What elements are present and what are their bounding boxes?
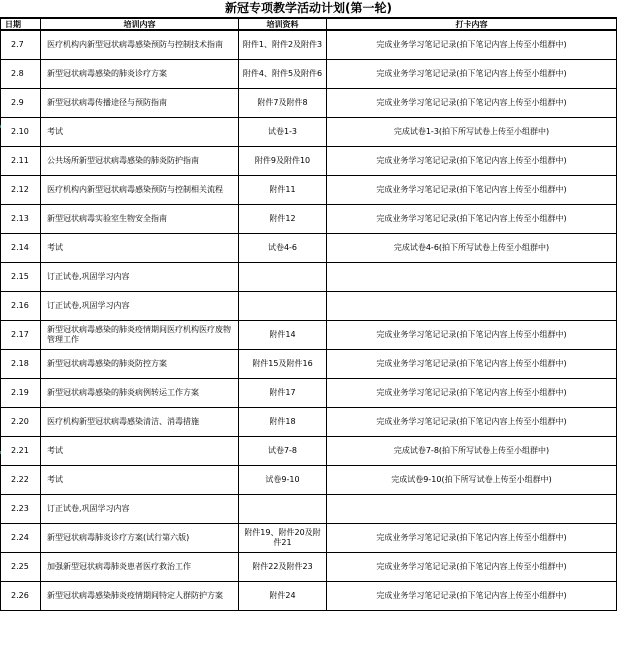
table-row [1,582,617,611]
table-row [1,321,617,350]
table-row [1,263,617,292]
cell-content: 加强新型冠状病毒肺炎患者医疗救治工作 [41,553,239,582]
cell-date: 2.17 [1,321,41,350]
cell-content: 考试 [41,466,239,495]
cell-checkin [327,292,617,321]
cell-content: 医疗机构内新型冠状病毒感染预防与控制相关流程 [41,176,239,205]
cell-material [239,263,327,292]
cell-material: 试卷7-8 [239,437,327,466]
cell-material: 附件7及附件8 [239,89,327,118]
header-content: 培训内容 [41,19,239,31]
cell-marker [0,125,4,128]
cell-content: 医疗机构新型冠状病毒感染清洁、消毒措施 [41,408,239,437]
cell-material: 附件22及附件23 [239,553,327,582]
cell-date: 2.15 [1,263,41,292]
cell-checkin: 完成业务学习笔记记录(拍下笔记内容上传至小组群中) [327,321,617,350]
cell-material: 附件4、附件5及附件6 [239,60,327,89]
cell-checkin [327,263,617,292]
cell-material: 附件9及附件10 [239,147,327,176]
header-material: 培训资料 [239,19,327,31]
cell-content: 新型冠状病毒感染的肺炎疫情期间医疗机构医疗废物管理工作 [41,321,239,350]
cell-content: 新型冠状病毒感染的肺炎诊疗方案 [41,60,239,89]
cell-checkin: 完成业务学习笔记记录(拍下笔记内容上传至小组群中) [327,30,617,60]
cell-checkin: 完成业务学习笔记记录(拍下笔记内容上传至小组群中) [327,582,617,611]
table-row [1,176,617,205]
table-row [1,379,617,408]
cell-date: 2.19 [1,379,41,408]
table-row [1,292,617,321]
cell-material: 试卷1-3 [239,118,327,147]
header-row [1,19,617,31]
table-row [1,234,617,263]
cell-material: 附件15及附件16 [239,350,327,379]
cell-date: 2.11 [1,147,41,176]
cell-material: 附件19、附件20及附件21 [239,524,327,553]
cell-checkin: 完成业务学习笔记记录(拍下笔记内容上传至小组群中) [327,350,617,379]
cell-date: 2.12 [1,176,41,205]
table-row [1,147,617,176]
cell-date: 2.10 [1,118,41,147]
cell-content: 新型冠状病毒传播途径与预防指南 [41,89,239,118]
cell-checkin: 完成业务学习笔记记录(拍下笔记内容上传至小组群中) [327,524,617,553]
table-row [1,205,617,234]
cell-checkin: 完成业务学习笔记记录(拍下笔记内容上传至小组群中) [327,553,617,582]
cell-material: 附件14 [239,321,327,350]
cell-content: 订正试卷,巩固学习内容 [41,292,239,321]
cell-date: 2.7 [1,30,41,60]
cell-content: 考试 [41,118,239,147]
table-row [1,524,617,553]
table-row [1,118,617,147]
cell-checkin: 完成业务学习笔记记录(拍下笔记内容上传至小组群中) [327,205,617,234]
cell-material: 附件18 [239,408,327,437]
cell-content: 新型冠状病毒肺炎诊疗方案(试行第六版) [41,524,239,553]
cell-checkin: 完成试卷1-3(拍下所写试卷上传至小组群中) [327,118,617,147]
cell-material: 附件24 [239,582,327,611]
table-row [1,495,617,524]
cell-checkin: 完成试卷4-6(拍下所写试卷上传至小组群中) [327,234,617,263]
cell-content: 订正试卷,巩固学习内容 [41,263,239,292]
table-row [1,466,617,495]
cell-checkin: 完成业务学习笔记记录(拍下笔记内容上传至小组群中) [327,176,617,205]
cell-date: 2.16 [1,292,41,321]
cell-checkin: 完成试卷9-10(拍下所写试卷上传至小组群中) [327,466,617,495]
cell-checkin [327,495,617,524]
cell-date: 2.24 [1,524,41,553]
cell-material [239,292,327,321]
cell-checkin: 完成试卷7-8(拍下所写试卷上传至小组群中) [327,437,617,466]
cell-date: 2.18 [1,350,41,379]
cell-date: 2.9 [1,89,41,118]
cell-checkin: 完成业务学习笔记记录(拍下笔记内容上传至小组群中) [327,408,617,437]
cell-content: 新型冠状病毒感染肺炎疫情期间特定人群防护方案 [41,582,239,611]
table-row [1,60,617,89]
cell-material: 试卷9-10 [239,466,327,495]
cell-material: 附件1、附件2及附件3 [239,30,327,60]
cell-material: 附件12 [239,205,327,234]
cell-date: 2.14 [1,234,41,263]
cell-content: 订正试卷,巩固学习内容 [41,495,239,524]
cell-date: 2.22 [1,466,41,495]
cell-checkin: 完成业务学习笔记记录(拍下笔记内容上传至小组群中) [327,60,617,89]
cell-date: 2.13 [1,205,41,234]
schedule-body [1,19,617,611]
cell-content: 新型冠状病毒感染的肺炎病例转运工作方案 [41,379,239,408]
cell-material: 附件17 [239,379,327,408]
table-row [1,350,617,379]
cell-marker [0,451,4,454]
cell-date: 2.8 [1,60,41,89]
table-row [1,408,617,437]
schedule-table [0,18,617,611]
table-row [1,30,617,60]
table-row [1,553,617,582]
cell-checkin: 完成业务学习笔记记录(拍下笔记内容上传至小组群中) [327,147,617,176]
table-row [1,437,617,466]
cell-content: 医疗机构内新型冠状病毒感染预防与控制技术指南 [41,30,239,60]
table-row [1,89,617,118]
page-title: 新冠专项教学活动计划(第一轮) [0,0,617,18]
header-checkin: 打卡内容 [327,19,617,31]
cell-date: 2.25 [1,553,41,582]
cell-checkin: 完成业务学习笔记记录(拍下笔记内容上传至小组群中) [327,89,617,118]
cell-content: 公共场所新型冠状病毒感染的肺炎防护指南 [41,147,239,176]
cell-content: 新型冠状病毒感染的肺炎防控方案 [41,350,239,379]
cell-date: 2.21 [1,437,41,466]
cell-date: 2.23 [1,495,41,524]
cell-material: 附件11 [239,176,327,205]
cell-material: 试卷4-6 [239,234,327,263]
header-date: 日期 [1,19,41,31]
cell-content: 新型冠状病毒实验室生物安全指南 [41,205,239,234]
cell-date: 2.26 [1,582,41,611]
cell-checkin: 完成业务学习笔记记录(拍下笔记内容上传至小组群中) [327,379,617,408]
cell-content: 考试 [41,234,239,263]
cell-content: 考试 [41,437,239,466]
cell-date: 2.20 [1,408,41,437]
cell-material [239,495,327,524]
